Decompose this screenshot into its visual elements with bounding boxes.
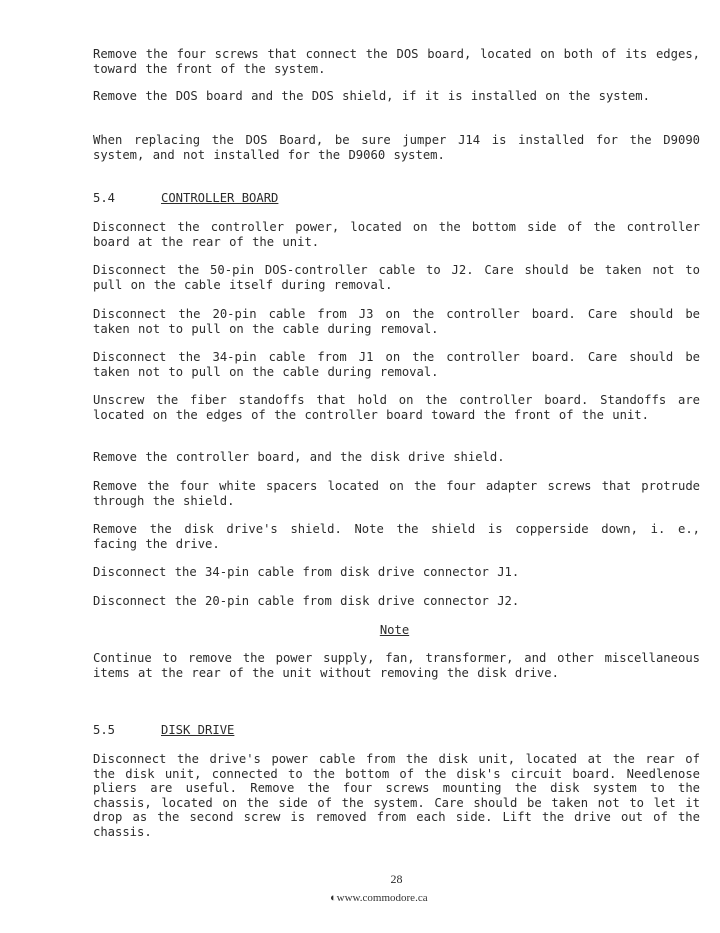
section-heading bbox=[93, 723, 234, 738]
section-number: 5.4 bbox=[93, 191, 116, 205]
paragraph: When replacing the DOS Board, be sure jumper J14 is installed for the D9090 system, and not installed for the D9060 system. bbox=[93, 133, 700, 162]
paragraph: Remove the controller board, and the disk drive shield. bbox=[93, 450, 505, 464]
paragraph: Remove the DOS board and the DOS shield, if it is installed on the system. bbox=[93, 89, 650, 103]
section-title: CONTROLLER BOARD bbox=[161, 191, 279, 205]
section-title: DISK DRIVE bbox=[161, 723, 235, 737]
paragraph: Disconnect the 34-pin cable from disk drive connector J1. bbox=[93, 565, 520, 579]
note-heading bbox=[0, 623, 720, 638]
paragraph: Disconnect the drive's power cable from the disk unit, located at the rear of the disk unit, connected to the bottom of the disk's circuit board. Needlenose pliers are useful. Remove the four screws mounting the disk system to the chassis, located on the side of the system. Care should be taken not to let it drop as the second screw is removed from each side. Lift the drive out of the chassis. bbox=[93, 752, 700, 839]
note-paragraph: Continue to remove the power supply, fan, transformer, and other miscellaneous items at the rear of the unit without removing the disk drive. bbox=[93, 651, 700, 680]
paragraph: Remove the four white spacers located on the four adapter screws that protrude through the shield. bbox=[93, 479, 700, 508]
paragraph: Remove the four screws that connect the DOS board, located on both of its edges, toward the front of the system. bbox=[93, 47, 700, 76]
page-number bbox=[73, 872, 720, 887]
section-number: 5.5 bbox=[93, 723, 116, 737]
paragraph: Unscrew the fiber standoffs that hold on the controller board. Standoffs are located on the edges of the controller board toward the front of the unit. bbox=[93, 393, 700, 422]
paragraph: Disconnect the 50-pin DOS-controller cable to J2. Care should be taken not to pull on the cable itself during removal. bbox=[93, 263, 700, 292]
note-heading-text: Note bbox=[379, 623, 410, 637]
paragraph: Disconnect the 20-pin cable from disk drive connector J2. bbox=[93, 594, 520, 608]
watermark bbox=[330, 892, 428, 904]
page-number-text: 28 bbox=[390, 872, 403, 886]
paragraph: Disconnect the 20-pin cable from J3 on the controller board. Care should be taken not to pull on the cable during removal. bbox=[93, 307, 700, 336]
commodore-logo-icon: ◐ bbox=[330, 892, 337, 904]
section-heading bbox=[93, 191, 278, 206]
paragraph: Disconnect the controller power, located on the bottom side of the controller board at the rear of the unit. bbox=[93, 220, 700, 249]
watermark-text: www.commodore.ca bbox=[336, 892, 428, 904]
paragraph: Remove the disk drive's shield. Note the shield is copperside down, i. e., facing the drive. bbox=[93, 522, 700, 551]
paragraph: Disconnect the 34-pin cable from J1 on the controller board. Care should be taken not to pull on the cable during removal. bbox=[93, 350, 700, 379]
